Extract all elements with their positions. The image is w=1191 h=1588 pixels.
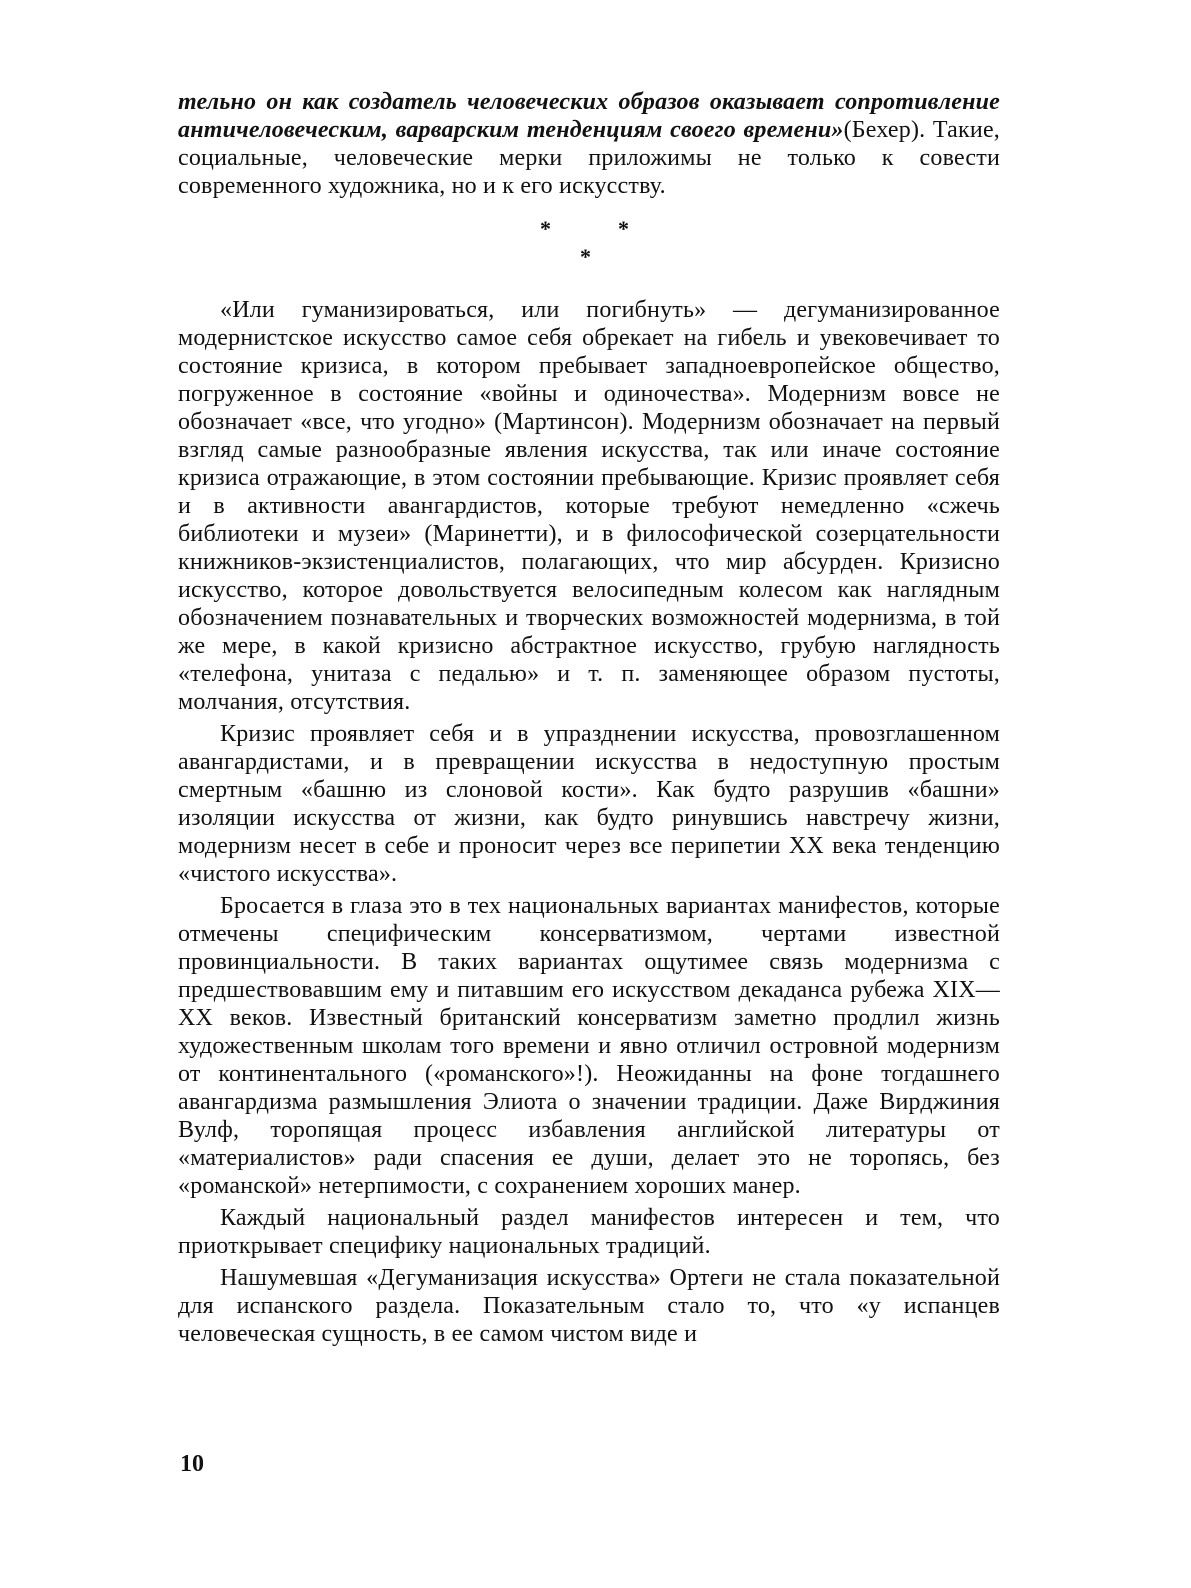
paragraph: Каждый национальный раздел манифестов интересен и тем, что приоткрывает специфику национальных традиций. [178,1205,1000,1259]
paragraph: Нашумевшая «Дегуманизация искусства» Ортеги не стала показательной для испанского раздела. Показательным стало то, что «у испанцев человеческая сущность, в ее самом чистом виде и [178,1265,1000,1347]
paragraph: Бросается в глаза это в тех национальных вариантах манифестов, которые отмечены специфическим консерватизмом, чертами известной провинциальности. В таких вариантах ощутимее связь модернизма с предшествовавшим ему и питавшим его искусством декаданса рубежа XIX—XX веков. Известный британский консерватизм заметно продлил жизнь художественным школам того времени и явно отличил островной модернизм от континентального («романского»!). Неожиданны на фоне тогдашнего авангардизма размышления Элиота о значении традиции. Даже Вирджиния Вулф, торопящая процесс избавления английской литературы от «материалистов» ради спасения ее души, делает это не торопясь, без «романской» нетерпимости, с сохранением хороших манер. [178,893,1000,1199]
paragraph: Кризис проявляет себя и в упразднении искусства, провозглашенном авангардистами, и в превращении искусства в недоступную простым смертным «башню из слоновой кости». Как будто разрушив «башни» изоляции искусства от жизни, как будто ринувшись навстречу жизни, модернизм несет в себе и проносит через все перипетии XX века тенденцию «чистого искусства». [178,721,1000,887]
separator-star: * [540,216,551,241]
opening-paragraph [178,88,1000,200]
page-number: 10 [180,1451,204,1477]
page-body [178,88,1000,1348]
section-separator [178,206,1000,282]
separator-star: * [580,244,591,269]
paragraph: «Или гуманизироваться, или погибнуть» — дегуманизированное модернистское искусство самое себя обрекает на гибель и увековечивает то состояние кризиса, в котором пребывает западноевропейское общество, погруженное в состояние «войны и одиночества». Модернизм вовсе не обозначает «все, что угодно» (Мартинсон). Модернизм обозначает на первый взгляд самые разнообразные явления искусства, так или иначе состояние кризиса отражающие, в этом состоянии пребывающие. Кризис проявляет себя и в активности авангардистов, которые требуют немедленно «сжечь библиотеки и музеи» (Маринетти), и в философической созерцательности книжников-экзистенциалистов, полагающих, что мир абсурден. Кризисно искусство, которое довольствуется велосипедным колесом как наглядным обозначением познавательных и творческих возможностей модернизма, в той же мере, в какой кризисно абстрактное искусство, грубую наглядность «телефона, унитаза с педалью» и т. п. заменяющее образом пустоты, молчания, отсутствия. [178,297,1000,715]
opening-rest: (Бехер). Такие, социальные, человеческие мерки приложимы не только к совести современного художника, но и к его искусству. [178,117,1000,199]
italic-quote: тельно он как создатель человеческих образов оказывает сопротивление античеловеческим, варварским тенденциям своего времени» [178,89,1000,143]
separator-star: * [618,216,629,241]
